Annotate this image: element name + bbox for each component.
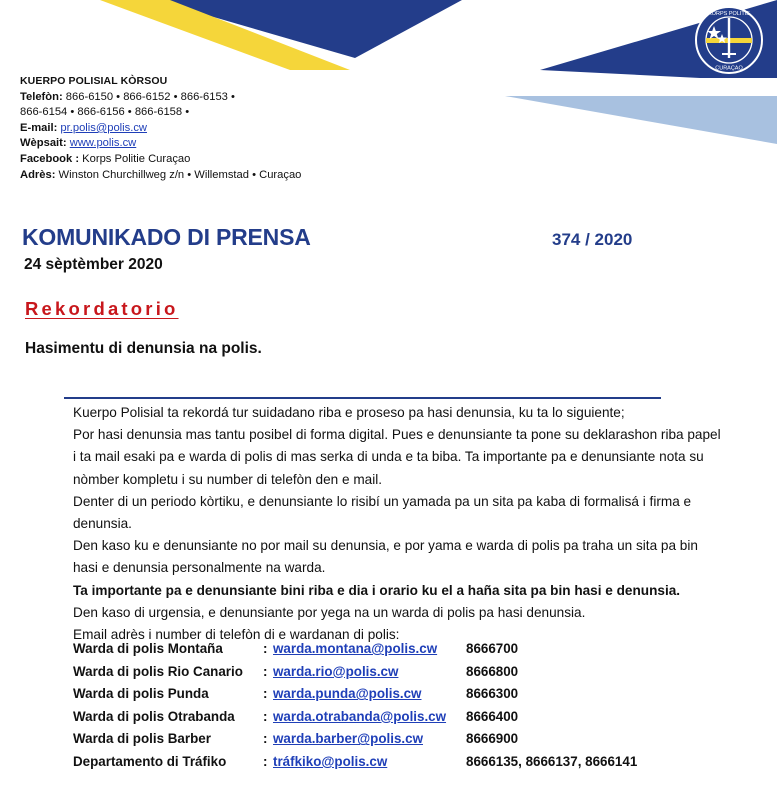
phones-line1: 866-6150 • 866-6152 • 866-6153 •	[65, 90, 235, 103]
press-number: 374 / 2020	[552, 230, 633, 249]
email-link[interactable]: pr.polis@polis.cw	[60, 121, 148, 134]
press-title: KOMUNIKADO DI PRENSA	[22, 224, 311, 250]
facebook-value: Korps Politie Curaçao	[82, 152, 191, 165]
body-text	[73, 402, 723, 646]
email-label: E-mail:	[20, 121, 58, 134]
station-email-link[interactable]: tráfkiko@polis.cw	[273, 753, 388, 769]
station-separator: :	[263, 641, 268, 656]
phone-label: Telefòn:	[20, 90, 63, 103]
divider-rule	[64, 397, 661, 399]
station-name: Departamento di Tráfiko	[73, 753, 227, 769]
station-phone: 8666800	[466, 663, 519, 679]
press-subtitle: Rekordatorio	[25, 298, 179, 319]
address-line	[20, 168, 301, 184]
station-separator: :	[263, 753, 268, 769]
phone-line-1	[20, 90, 301, 106]
station-phone: 8666400	[466, 708, 519, 724]
email-line	[20, 121, 301, 137]
station-phone: 8666900	[466, 731, 519, 747]
paragraph-intro: Kuerpo Polisial ta rekordá tur suidadano riba e proseso pa hasi denunsia, ku ta lo siguiente;	[73, 405, 625, 420]
website-label: Wèpsait:	[20, 137, 67, 150]
org-name: KUERPO POLISIAL KÒRSOU	[20, 75, 168, 87]
light-blue-stripe	[505, 96, 777, 144]
station-email-link[interactable]: warda.punda@polis.cw	[273, 686, 422, 702]
station-separator: :	[263, 663, 268, 679]
station-phone: 8666700	[466, 641, 519, 656]
logo-ring-top: KORPS POLITIE	[708, 11, 750, 17]
logo-ring-bottom: CURAÇAO	[715, 65, 743, 72]
station-email-link[interactable]: warda.montana@polis.cw	[273, 641, 438, 656]
contact-block	[20, 74, 301, 183]
station-email-link[interactable]: warda.otrabanda@polis.cw	[273, 708, 447, 724]
paragraph-no-mail: Den kaso ku e denunsiante no por mail su denunsia, e por yama e warda di polis pa traha un sita pa bin hasi e denunsia personalmente na warda.	[73, 538, 698, 576]
police-logo	[696, 7, 762, 73]
station-name: Warda di polis Barber	[73, 731, 211, 747]
station-separator: :	[263, 731, 268, 747]
press-date: 24 sèptèmber 2020	[24, 256, 163, 273]
station-name: Warda di polis Rio Canario	[73, 663, 243, 679]
paragraph-urgency: Den kaso di urgensia, e denunsiante por yega na un warda di polis pa hasi denunsia.	[73, 604, 586, 620]
facebook-label: Facebook :	[20, 152, 80, 165]
address-value: Winston Churchillweg z/n • Willemstad • Curaçao	[58, 168, 302, 181]
station-email-link[interactable]: warda.rio@polis.cw	[273, 663, 399, 679]
paragraph-important: Ta importante pa e denunsiante bini riba e dia i orario ku el a haña sita pa bin hasi e denunsia.	[73, 582, 681, 598]
station-separator: :	[263, 708, 268, 724]
station-separator: :	[263, 686, 268, 702]
paragraph-digital: Por hasi denunsia mas tantu posibel di forma digital. Pues e denunsiante ta pone su deklarashon riba papel i ta mail esaki pa e warda di polis di mas serka di unda e ta biba. Ta importante pa e denunsiante nota su nòmber kompletu i su number di telefòn den e mail.	[73, 427, 721, 487]
press-heading: Hasimentu di denunsia na polis.	[25, 340, 262, 357]
station-name: Warda di polis Otrabanda	[73, 708, 235, 724]
station-phone: 8666300	[466, 686, 519, 702]
station-phone: 8666135, 8666137, 8666141	[466, 753, 638, 769]
address-label: Adrès:	[20, 168, 56, 181]
station-name: Warda di polis Punda	[73, 686, 209, 702]
station-name: Warda di polis Montaña	[73, 641, 223, 656]
paragraph-period: Denter di un periodo kòrtiku, e denunsiante lo risibí un yamada pa un sita pa kaba di formalisá i firma e denunsia.	[73, 493, 692, 532]
phones-line2: 866-6154 • 866-6156 • 866-6158 •	[20, 106, 190, 119]
paragraph-contacts-intro: Email adrès i number di telefòn di e wardanan di polis:	[73, 627, 400, 643]
station-email-link[interactable]: warda.barber@polis.cw	[273, 731, 423, 747]
website-link[interactable]: www.polis.cw	[69, 137, 137, 150]
website-line	[20, 136, 301, 152]
facebook-line	[20, 152, 301, 168]
